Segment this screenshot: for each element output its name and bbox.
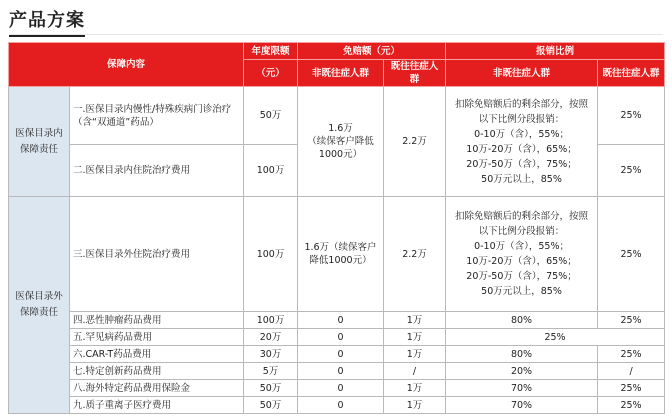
ratio-all: 25% <box>446 329 665 346</box>
coverage-item: 七.特定创新药品费用 <box>70 363 244 380</box>
ratio-pre: 25% <box>598 380 665 397</box>
ratio-pre: 25% <box>598 87 665 145</box>
category-inside: 医保目录内 保障责任 <box>9 87 70 197</box>
ratio-non-pre: 70% <box>446 397 598 414</box>
table-row <box>9 380 665 397</box>
ratio-pre: 25% <box>598 346 665 363</box>
product-plan-table <box>8 42 665 414</box>
annual-limit: 100万 <box>244 312 298 329</box>
deductible-non-pre: 1.6万（续保客户 降低1000元） <box>298 197 384 312</box>
deductible-pre: / <box>384 363 446 380</box>
ratio-non-pre: 扣除免赔额后的剩余部分，按照 以下比例分段报销： 0-10万（含），55%； 10万-20万（含），65%； 20万-50万（含），75%； 50万元以上，85% <box>446 87 598 197</box>
annual-limit: 50万 <box>244 87 298 145</box>
ratio-pre: 25% <box>598 397 665 414</box>
coverage-item: 三.医保目录外住院治疗费用 <box>70 197 244 312</box>
deductible-non-pre: 0 <box>298 329 384 346</box>
annual-limit: 5万 <box>244 363 298 380</box>
deductible-pre: 1万 <box>384 312 446 329</box>
table-row <box>9 329 665 346</box>
header-ratio-non-pre: 非既往症人群 <box>446 60 598 87</box>
deductible-pre: 1万 <box>384 346 446 363</box>
header-annual-limit: 年度限额 <box>244 43 298 60</box>
deductible-pre: 2.2万 <box>384 197 446 312</box>
deductible-non-pre: 0 <box>298 380 384 397</box>
table-row <box>9 87 665 145</box>
deductible-non-pre: 0 <box>298 363 384 380</box>
deductible-non-pre: 0 <box>298 397 384 414</box>
deductible-pre: 1万 <box>384 397 446 414</box>
coverage-item: 五.罕见病药品费用 <box>70 329 244 346</box>
category-outside: 医保目录外 保障责任 <box>9 197 70 414</box>
page-title: 产品方案 <box>9 6 85 37</box>
coverage-item: 九.质子重离子医疗费用 <box>70 397 244 414</box>
page-title-wrap <box>9 6 85 37</box>
deductible-pre: 2.2万 <box>384 87 446 197</box>
table-row <box>9 312 665 329</box>
ratio-pre: 25% <box>598 197 665 312</box>
title-divider <box>9 34 663 35</box>
table-row <box>9 397 665 414</box>
table-row <box>9 197 665 312</box>
deductible-non-pre: 1.6万 （续保客户降低 1000元） <box>298 87 384 197</box>
annual-limit: 30万 <box>244 346 298 363</box>
ratio-pre: 25% <box>598 145 665 197</box>
ratio-non-pre: 20% <box>446 363 598 380</box>
header-ratio-pre: 既往往症人群 <box>598 60 665 87</box>
ratio-non-pre: 扣除免赔额后的剩余部分，按照 以下比例分段报销： 0-10万（含），55%； 10万-20万（含），65%； 20万-50万（含），75%； 50万元以上，85% <box>446 197 598 312</box>
deductible-non-pre: 0 <box>298 312 384 329</box>
header-coverage: 保障内容 <box>9 43 244 87</box>
coverage-item: 四.恶性肿瘤药品费用 <box>70 312 244 329</box>
header-annual-limit-unit: （元） <box>244 60 298 87</box>
coverage-item: 八.海外特定药品费用保险金 <box>70 380 244 397</box>
deductible-pre: 1万 <box>384 380 446 397</box>
ratio-non-pre: 80% <box>446 312 598 329</box>
header-deductible: 免赔额（元） <box>298 43 446 60</box>
ratio-pre: 25% <box>598 312 665 329</box>
deductible-pre: 1万 <box>384 329 446 346</box>
ratio-non-pre: 80% <box>446 346 598 363</box>
annual-limit: 20万 <box>244 329 298 346</box>
annual-limit: 100万 <box>244 145 298 197</box>
table-row <box>9 346 665 363</box>
coverage-item: 一.医保目录内慢性/特殊疾病门诊治疗（含“双通道”药品） <box>70 87 244 145</box>
annual-limit: 50万 <box>244 397 298 414</box>
coverage-item: 二.医保目录内住院治疗费用 <box>70 145 244 197</box>
annual-limit: 50万 <box>244 380 298 397</box>
coverage-item: 六.CAR-T药品费用 <box>70 346 244 363</box>
header-ded-non-pre: 非既往症人群 <box>298 60 384 87</box>
ratio-non-pre: 70% <box>446 380 598 397</box>
header-reimbursement: 报销比例 <box>446 43 665 60</box>
ratio-pre: / <box>598 363 665 380</box>
annual-limit: 100万 <box>244 197 298 312</box>
table-row <box>9 363 665 380</box>
header-ded-pre: 既往往症人群 <box>384 60 446 87</box>
deductible-non-pre: 0 <box>298 346 384 363</box>
